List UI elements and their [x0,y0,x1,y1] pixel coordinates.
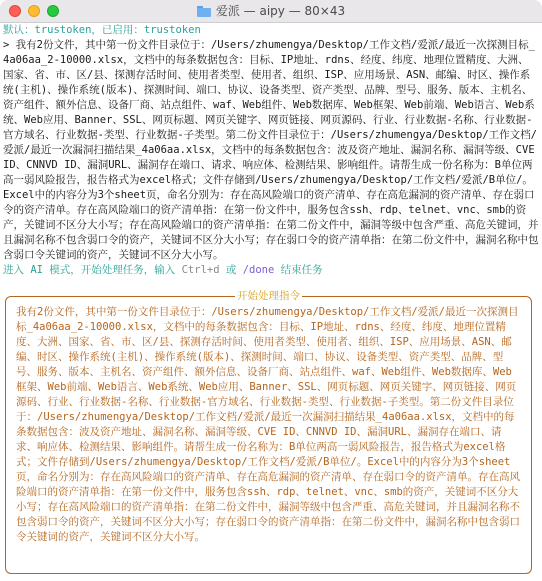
user-prompt-echo: > 我有2份文件，其中第一份文件目录位于：/Users/zhumengya/Desktop/工作文档/爱派/最近一次探测目标_4a06aa_2-10000.xlsx，文档中的每条数据包含：目标、IP地址、rdns、经度、纬度、地理位置精度、大洲、国家、省、市、区/县、探测存活时间、使用者类型、使用者、组织、ISP、应用场景、ASN、邮编、时区、操作系统(主机)、操作系统(版本)、探测时间、端口、协议、设备类型、资产类型、品牌、型号、服务、版本、主机名、资产组件、额外信息、设备厂商、站点组件、waf、Web组件、Web数据库、Web框架、Web前端、Web语言、Web系统、Web应用、Banner、SSL、网页标题、网页关键字、网页链接、网页源码、行业、行业数据-名称、行业数据-官方域名、行业数据-类型、行业数据-子类型。第二份文件目录位于：/Users/zhumengya/Desktop/工作文档/爱派/最近一次漏洞扫描结果_4a06aa.xlsx，文档中的每条数据包含：波及资产地址、漏洞名称、漏洞等级、CVE ID、CNNVD ID、漏洞URL、漏洞存在端口、请求、响应体、检测结果、影响组件。请帮生成一份名称为：B单位两高一弱风险报告，报告格式为excel格式；文件存储到/Users/zhumengya/Desktop/工作文档/爱派/B单位/。Excel中的内容分为3个sheet页，命名分别为：存在高风险端口的资产清单、存在高危漏洞的资产清单、存在弱口令的资产清单。存在高风险端口的资产清单指：在第一份文件中，服务包含ssh、rdp、telnet、vnc、smb的资产，关键词不区分大小写；存在高风险端口的资产清单指：在第二份文件中，漏洞等级中包含严重、高危关键词，并且漏洞名称不包含弱口令的资产，关键词不区分大小写；存在弱口令的资产清单指：在第二份文件中，漏洞名称中包含弱口令关键词的资产，关键词不区分大小写。 [3,39,541,261]
window-controls [9,5,59,17]
hint-suffix: 结束任务 [274,264,323,276]
task-box-title: 开始处理指令 [237,290,300,302]
window-title: 爱派 — aipy — 80×43 [215,3,346,18]
close-window-button[interactable] [9,5,21,17]
hint-prefix: 进入 AI 模式，开始处理任务，输入 [3,264,182,276]
zoom-window-button[interactable] [47,5,59,17]
window-title-group [197,4,345,19]
ctrl-d-shortcut: Ctrl+d [181,264,220,276]
minimize-window-button[interactable] [28,5,40,17]
done-command: /done [242,264,275,276]
task-box-content: 我有2份文件，其中第一份文件目录位于：/Users/zhumengya/Desktop/工作文档/爱派/最近一次探测目标_4a06aa_2-10000.xlsx，文档中的每条数据包含：目标、IP地址、rdns、经度、纬度、地理位置精度、大洲、国家、省、市、区/县、探测存活时间、使用者类型、使用者、组织、ISP、应用场景、ASN、邮编、时区、操作系统(主机)、操作系统(版本)、探测时间、端口、协议、设备类型、资产类型、品牌、型号、服务、版本、主机名、资产组件、额外信息、设备厂商、站点组件、waf、Web组件、Web数据库、Web框架、Web前端、Web语言、Web系统、Web应用、Banner、SSL、网页标题、网页关键字、网页链接、网页源码、行业、行业数据-名称、行业数据-官方域名、行业数据-类型、行业数据-子类型。第二份文件目录位于：/Users/zhumengya/Desktop/工作文档/爱派/最近一次漏洞扫描结果_4a06aa.xlsx，文档中的每条数据包含：波及资产地址、漏洞名称、漏洞等级、CVE ID、CNNVD ID、漏洞URL、漏洞存在端口、请求、响应体、检测结果、影响组件。请帮生成一份名称为：B单位两高一弱风险报告，报告格式为excel格式；文件存储到/Users/zhumengya/Desktop/工作文档/爱派/B单位/。Excel中的内容分为3个sheet页，命名分别为：存在高风险端口的资产清单、存在高危漏洞的资产清单、存在弱口令的资产清单。存在高风险端口的资产清单指：在第一份文件中，服务包含ssh、rdp、telnet、vnc、smb的资产，关键词不区分大小写；存在高风险端口的资产清单指：在第二份文件中，漏洞等级中包含严重、高危关键词，并且漏洞名称不包含弱口令的资产，关键词不区分大小写；存在弱口令的资产清单指：在第二份文件中，漏洞名称中包含弱口令关键词的资产，关键词不区分大小写。 [16,306,520,543]
title-bar[interactable] [0,0,542,23]
terminal-output[interactable] [3,23,539,278]
ai-mode-hint [3,263,539,278]
task-box-title-wrap [6,289,531,304]
folder-icon [197,6,211,17]
default-provider-line: 默认：trustoken，已启用：trustoken [3,24,201,36]
hint-or: 或 [219,264,243,276]
task-instruction-box [5,290,532,574]
